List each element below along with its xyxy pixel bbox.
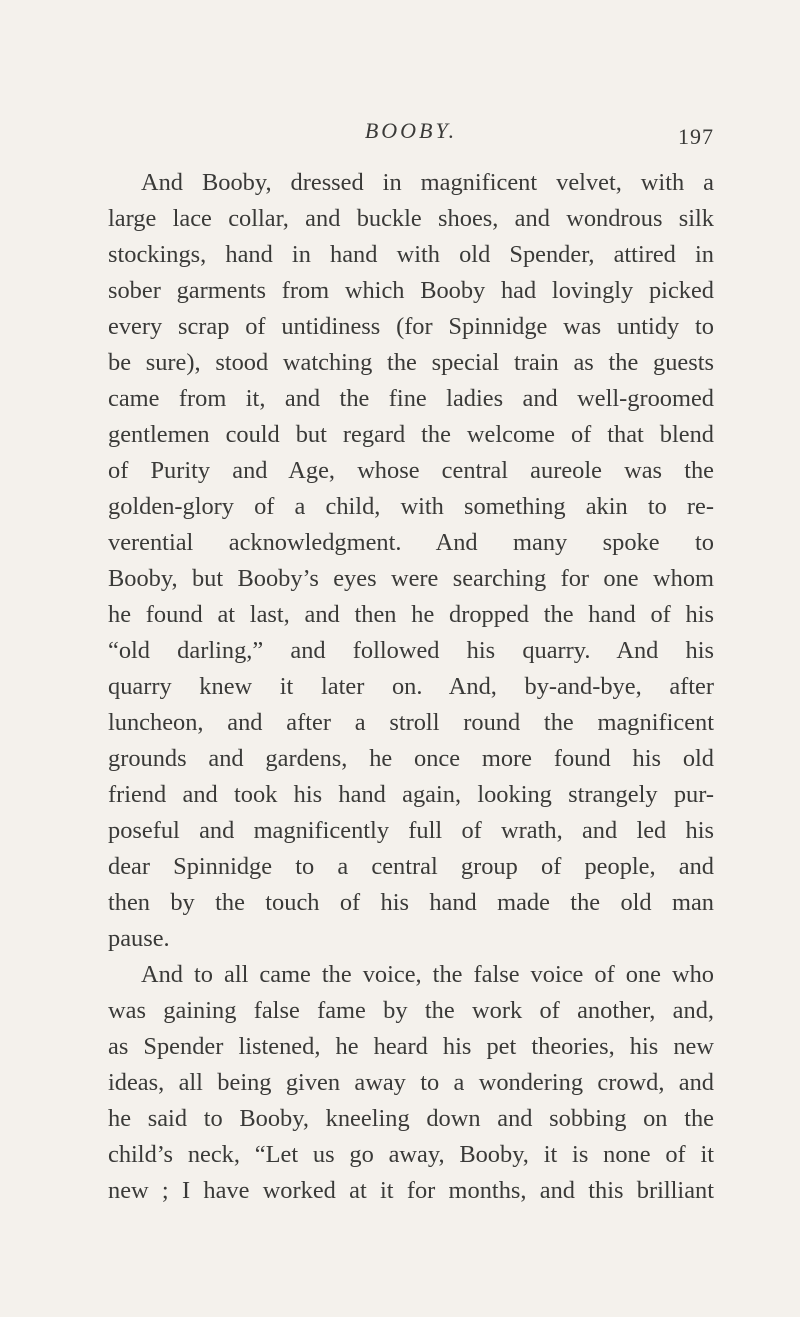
page-number: 197: [678, 124, 714, 149]
text-line: luncheon, and after a stroll round the magnificent: [108, 709, 714, 736]
text-line: “old darling,” and followed his quarry. And his: [108, 637, 714, 664]
text-line: gentlemen could but regard the welcome of that blend: [108, 421, 714, 448]
text-line: every scrap of untidiness (for Spinnidge was untidy to: [108, 313, 714, 340]
text-line: he found at last, and then he dropped the hand of his: [108, 601, 714, 628]
text-line: ideas, all being given away to a wondering crowd, and: [108, 1069, 714, 1096]
running-head: [108, 116, 714, 156]
text-line: as Spender listened, he heard his pet theories, his new: [108, 1033, 714, 1060]
text-line: golden-glory of a child, with something akin to re-: [108, 493, 714, 520]
text-line: came from it, and the fine ladies and well-groomed: [108, 385, 714, 412]
text-line: then by the touch of his hand made the old man: [108, 889, 714, 916]
text-line: And to all came the voice, the false voice of one who: [141, 961, 714, 988]
text-line: stockings, hand in hand with old Spender, attired in: [108, 241, 714, 268]
text-line: verential acknowledgment. And many spoke to: [108, 529, 714, 556]
running-title: BOOBY.: [364, 118, 458, 143]
body-text: [108, 165, 714, 1209]
paragraph-1: [108, 165, 714, 957]
text-line: of Purity and Age, whose central aureole was the: [108, 457, 714, 484]
text-line: pause.: [108, 925, 170, 952]
text-line: be sure), stood watching the special train as the guests: [108, 349, 714, 376]
text-line: child’s neck, “Let us go away, Booby, it is none of it: [108, 1141, 714, 1168]
text-line: friend and took his hand again, looking strangely pur-: [108, 781, 714, 808]
paragraph-2: [108, 957, 714, 1209]
text-line: quarry knew it later on. And, by-and-bye, after: [108, 673, 714, 700]
text-line: grounds and gardens, he once more found his old: [108, 745, 714, 772]
text-line: dear Spinnidge to a central group of people, and: [108, 853, 714, 880]
text-line: he said to Booby, kneeling down and sobbing on the: [108, 1105, 714, 1132]
text-line: large lace collar, and buckle shoes, and wondrous silk: [108, 205, 714, 232]
text-line: Booby, but Booby’s eyes were searching for one whom: [108, 565, 714, 592]
text-line: And Booby, dressed in magnificent velvet, with a: [141, 169, 714, 196]
text-line: poseful and magnificently full of wrath, and led his: [108, 817, 714, 844]
text-line: was gaining false fame by the work of another, and,: [108, 997, 714, 1024]
text-line: sober garments from which Booby had lovingly picked: [108, 277, 714, 304]
text-line: new ; I have worked at it for months, and this brilliant: [108, 1177, 714, 1204]
